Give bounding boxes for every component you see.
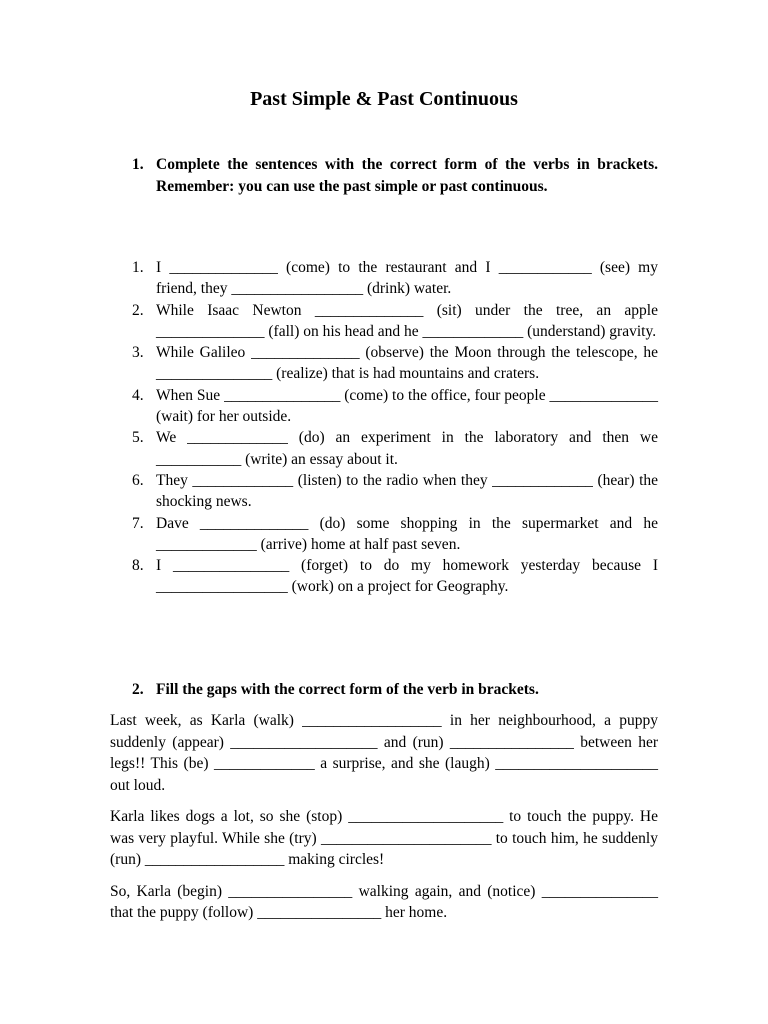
item-number: 7. xyxy=(132,514,144,532)
item-text: They _____________ (listen) to the radio when they _____________ (hear) the shocking news. xyxy=(156,471,658,511)
exercise-item xyxy=(110,427,658,470)
exercise-item xyxy=(110,300,658,343)
section-2-instruction xyxy=(110,679,658,701)
passage-paragraph: So, Karla (begin) ________________ walking again, and (notice) _______________ that the puppy (follow) ________________ her home. xyxy=(110,882,658,921)
exercise-item xyxy=(110,470,658,513)
item-number: 1. xyxy=(132,259,144,276)
section-1-instruction xyxy=(110,154,658,197)
item-text: While Isaac Newton ______________ (sit) under the tree, an apple ______________ (fall) on his head and he _____________ (understand) gravity. xyxy=(156,301,658,340)
item-text: We _____________ (do) an experiment in the laboratory and then we ___________ (write) an essay about it. xyxy=(156,429,658,468)
item-number: 6. xyxy=(132,471,144,489)
gap-fill-passage xyxy=(110,710,658,934)
exercise-item xyxy=(110,513,658,556)
exercise-item xyxy=(110,257,658,300)
section-number: 2. xyxy=(132,681,144,698)
item-text: Dave ______________ (do) some shopping in the supermarket and he _____________ (arrive) home at half past seven. xyxy=(156,514,658,553)
section-instruction-text: Fill the gaps with the correct form of the verb in brackets. xyxy=(156,681,539,698)
passage-paragraph: Last week, as Karla (walk) __________________ in her neighbourhood, a puppy suddenly (appear) ___________________ and (run) ________________ between her legs!! This (be) _____________ a surprise, and she (laugh) _____________________ out loud. xyxy=(110,712,658,794)
item-text: I ______________ (come) to the restaurant and I ____________ (see) my friend, they _________________ (drink) water. xyxy=(156,259,658,298)
exercise-item xyxy=(110,342,658,385)
exercise-item xyxy=(110,555,658,598)
item-number: 8. xyxy=(132,557,144,575)
section-number: 1. xyxy=(132,156,144,173)
item-number: 4. xyxy=(132,386,144,404)
item-number: 3. xyxy=(132,344,144,362)
section-instruction-text: Complete the sentences with the correct form of the verbs in brackets. Remember: you can use the past simple or past continuous. xyxy=(156,156,658,195)
passage-paragraph: Karla likes dogs a lot, so she (stop) ____________________ to touch the puppy. He was very playful. While she (try) ______________________ to touch him, he suddenly (run) __________________ making circles! xyxy=(110,808,658,868)
exercise-item xyxy=(110,385,658,428)
item-text: I _______________ (forget) to do my homework yesterday because I _________________ (work) on a project for Geography. xyxy=(156,557,658,596)
item-text: While Galileo ______________ (observe) the Moon through the telescope, he _______________ (realize) that is had mountains and craters. xyxy=(156,344,658,383)
item-number: 2. xyxy=(132,301,144,319)
item-text: When Sue _______________ (come) to the office, four people ______________ (wait) for her outside. xyxy=(156,386,658,426)
exercise-1-list xyxy=(110,257,658,598)
page-title: Past Simple & Past Continuous xyxy=(250,88,518,110)
item-number: 5. xyxy=(132,429,144,447)
